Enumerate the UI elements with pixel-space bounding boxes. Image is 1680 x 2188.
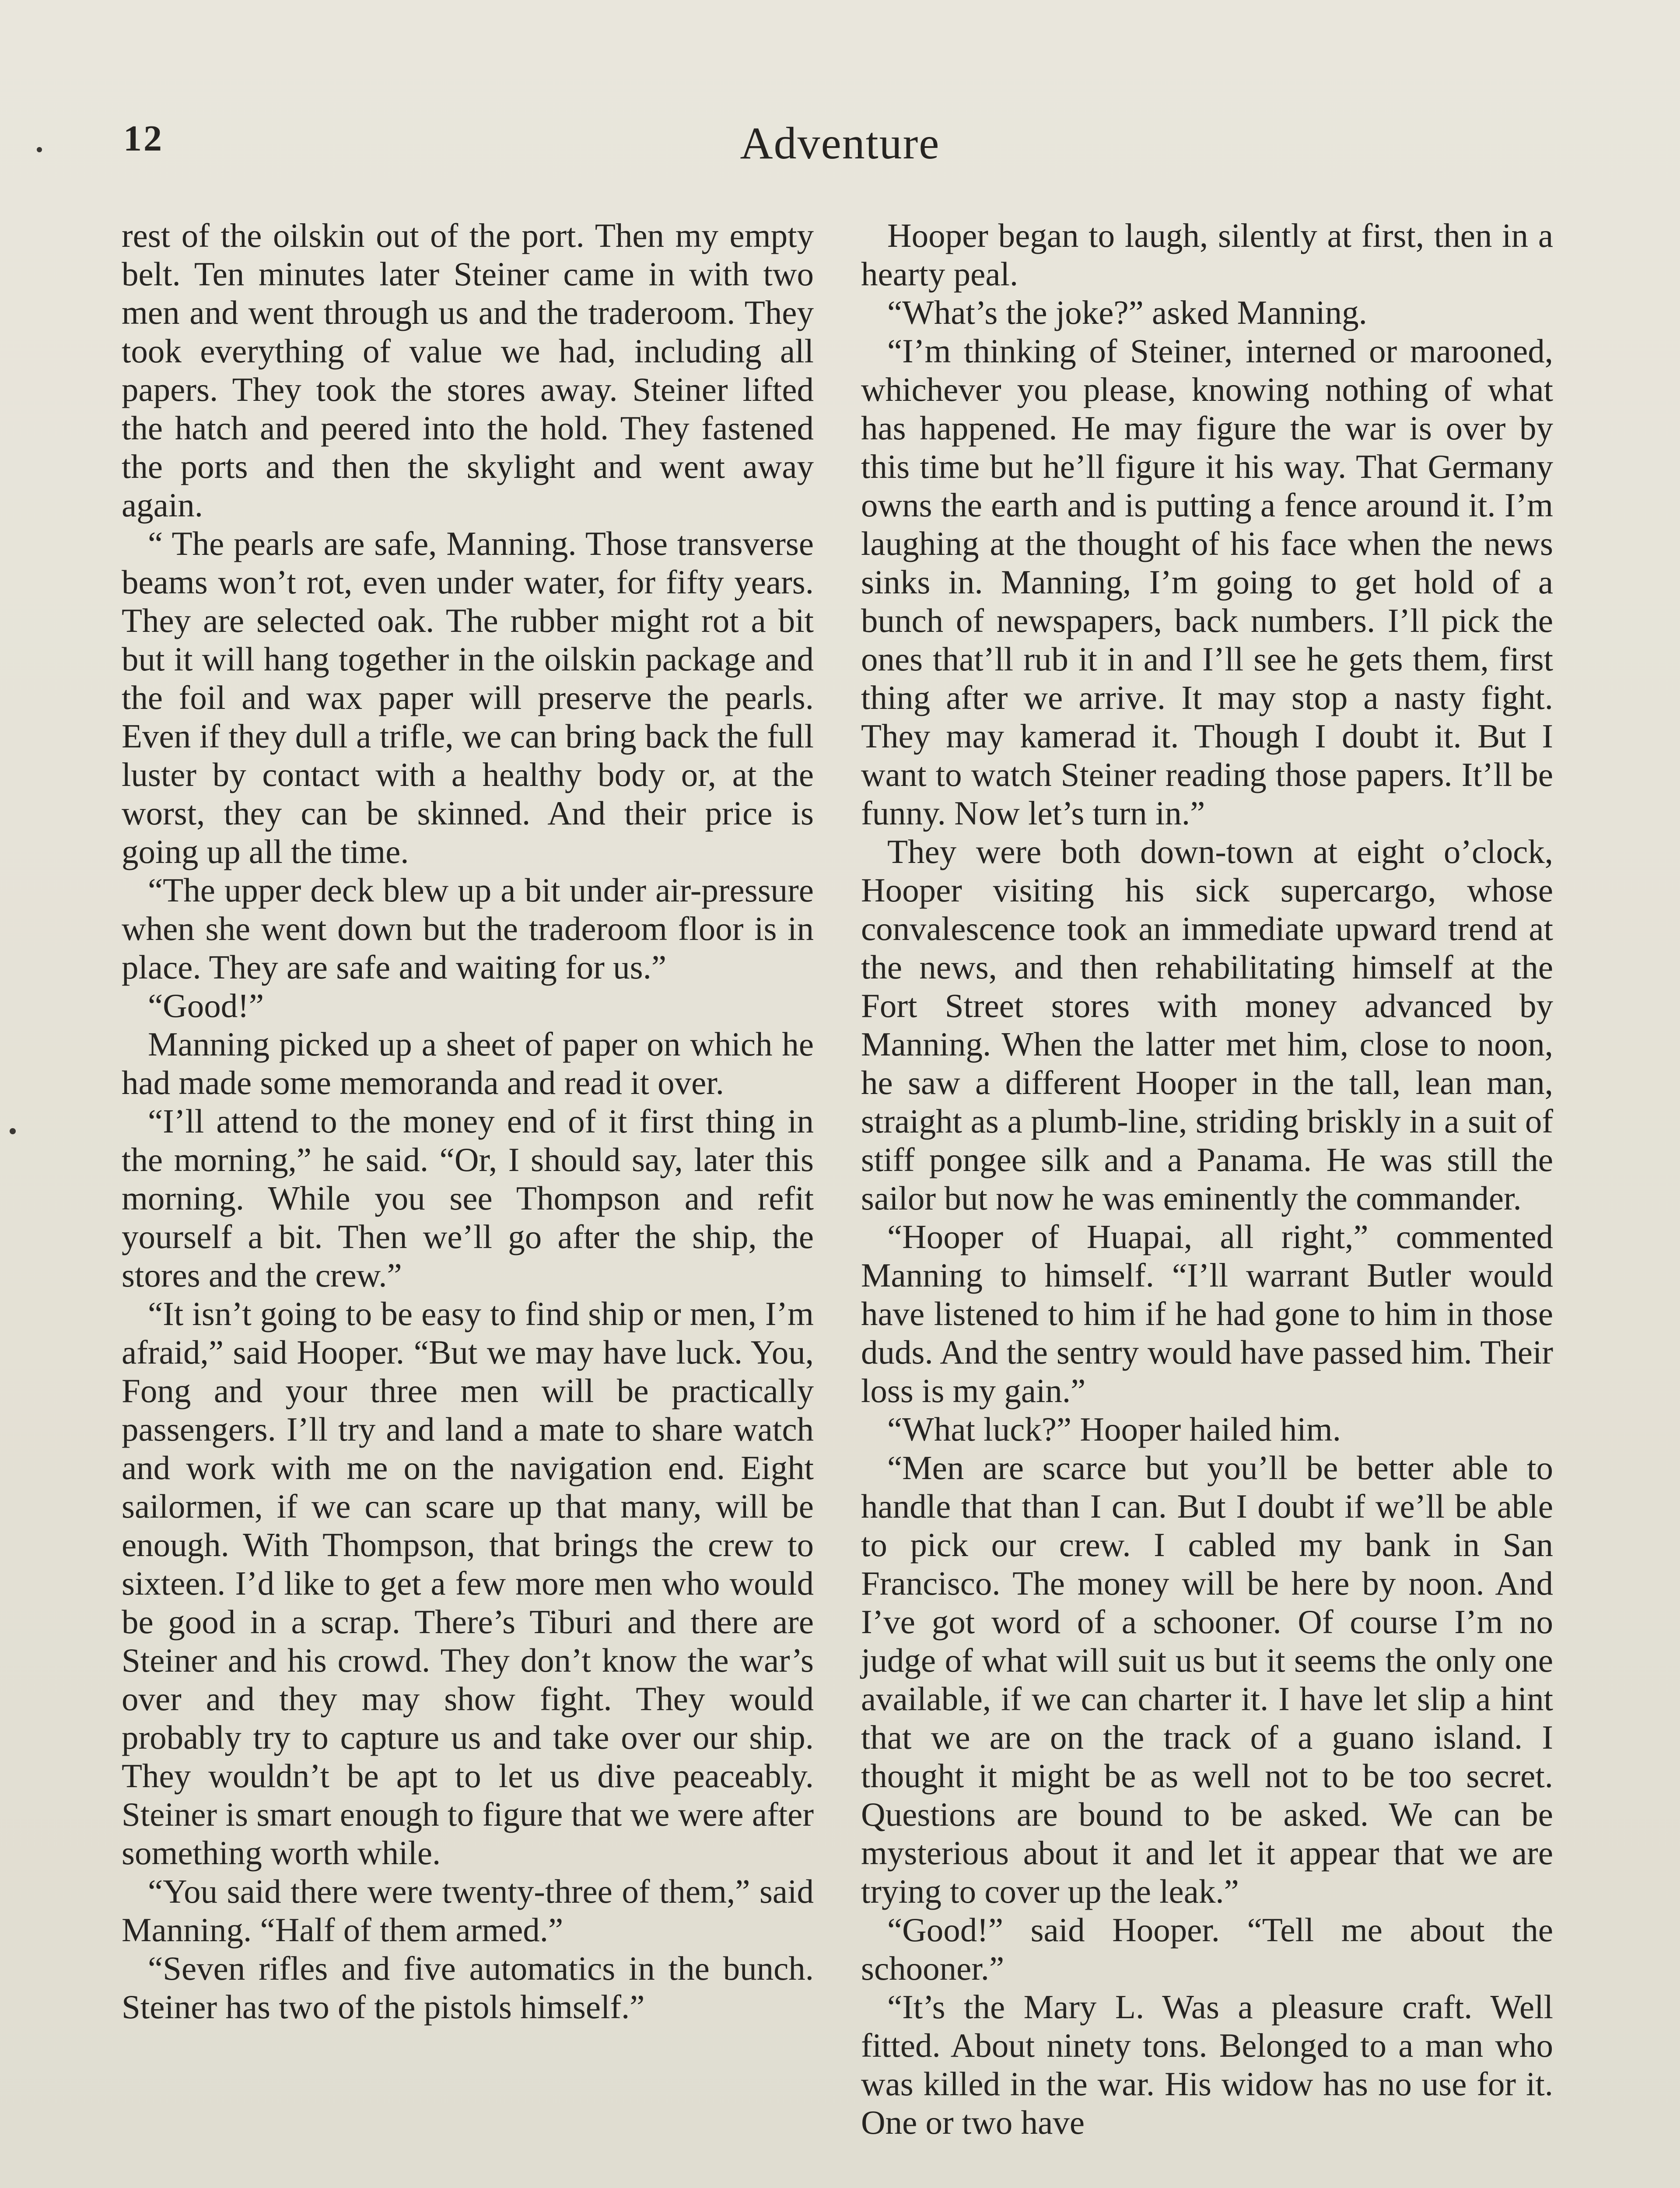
page-number: 12 [123, 118, 164, 159]
paragraph: “What luck?” Hooper hailed him. [887, 1410, 1341, 1448]
ink-speck [37, 147, 42, 152]
paragraph: “Good!” said Hooper. “Tell me about the schooner.” [861, 1911, 1553, 1987]
paragraph: “ The pearls are safe, Manning. Those transverse beams won’t rot, even under water, for fifty years. They are selected oak. The rubber might rot a bit but it will hang together in the oilskin package and the foil and wax paper will preserve the pearls. Even if they dull a trifle, we can bring back the full luster by contact with a healthy body or, at the worst, they can be skinned. And their price is going up all the time. [122, 525, 814, 870]
ink-speck [10, 1128, 16, 1134]
paragraph: “Seven rifles and five automatics in the bunch. Steiner has two of the pistols himself.” [122, 1950, 814, 2026]
paragraph: “The upper deck blew up a bit under air-pressure when she went down but the traderoom floor is in place. They are safe and waiting for us.” [122, 871, 814, 986]
paragraph: “Hooper of Huapai, all right,” commented Manning to himself. “I’ll warrant Butler would have listened to him if he had gone to him in those duds. And the sentry would have passed him. Their loss is my gain.” [861, 1218, 1553, 1410]
text-column-right [861, 216, 1553, 2142]
paragraph: “It’s the Mary L. Was a pleasure craft. Well fitted. About ninety tons. Belonged to a man who was killed in the war. His widow has no use for it. One or two have [861, 1988, 1553, 2141]
paragraph: rest of the oilskin out of the port. Then my empty belt. Ten minutes later Steiner came in with two men and went through us and the traderoom. They took everything of value we had, including all papers. They took the stores away. Steiner lifted the hatch and peered into the hold. They fastened the ports and then the skylight and went away again. [122, 217, 814, 524]
paragraph: “Men are scarce but you’ll be better able to handle that than I can. But I doubt if we’ll be able to pick our crew. I cabled my bank in San Francisco. The money will be here by noon. And I’ve got word of a schooner. Of course I’m no judge of what will suit us but it seems the only one available, if we can charter it. I have let slip a hint that we are on the track of a guano island. I thought it might be as well not to be too secret. Questions are bound to be asked. We can be mysterious about it and let it appear that we are trying to cover up the leak.” [861, 1449, 1553, 1910]
paragraph: “Good!” [148, 987, 264, 1024]
text-column-left [122, 216, 814, 2026]
running-title: Adventure [740, 118, 940, 168]
paragraph: “What’s the joke?” asked Manning. [887, 294, 1367, 331]
paragraph: “I’ll attend to the money end of it first thing in the morning,” he said. “Or, I should say, later this morning. While you see Thompson and refit yourself a bit. Then we’ll go after the ship, the stores and the crew.” [122, 1102, 814, 1294]
paragraph: They were both down-town at eight o’clock, Hooper visiting his sick supercargo, whose convalescence took an immediate upward trend at the news, and then rehabilitating himself at the Fort Street stores with money advanced by Manning. When the latter met him, close to noon, he saw a different Hooper in the tall, lean man, straight as a plumb-line, striding briskly in a suit of stiff pongee silk and a Panama. He was still the sailor but now he was eminently the commander. [861, 833, 1553, 1217]
paragraph: “I’m thinking of Steiner, interned or marooned, whichever you please, knowing nothing of what has happened. He may figure the war is over by this time but he’ll figure it his way. That Germany owns the earth and is putting a fence around it. I’m laughing at the thought of his face when the news sinks in. Manning, I’m going to get hold of a bunch of newspapers, back numbers. I’ll pick the ones that’ll rub it in and I’ll see he gets them, first thing after we arrive. It may stop a nasty fight. They may kamerad it. Though I doubt it. But I want to watch Steiner reading those papers. It’ll be funny. Now let’s turn in.” [861, 332, 1553, 832]
paragraph: Manning picked up a sheet of paper on which he had made some memoranda and read it over. [122, 1025, 814, 1101]
paragraph: “It isn’t going to be easy to find ship or men, I’m afraid,” said Hooper. “But we may have luck. You, Fong and your three men will be practically passengers. I’ll try and land a mate to share watch and work with me on the navigation end. Eight sailormen, if we can scare up that many, will be enough. With Thompson, that brings the crew to sixteen. I’d like to get a few more men who would be good in a scrap. There’s Tiburi and there are Steiner and his crowd. They don’t know the war’s over and they may show fight. They would probably try to capture us and take over our ship. They wouldn’t be apt to let us dive peaceably. Steiner is smart enough to figure that we were after something worth while. [122, 1295, 814, 1872]
paragraph: Hooper began to laugh, silently at first, then in a hearty peal. [861, 217, 1553, 293]
paragraph: “You said there were twenty-three of them,” said Manning. “Half of them armed.” [122, 1872, 814, 1949]
